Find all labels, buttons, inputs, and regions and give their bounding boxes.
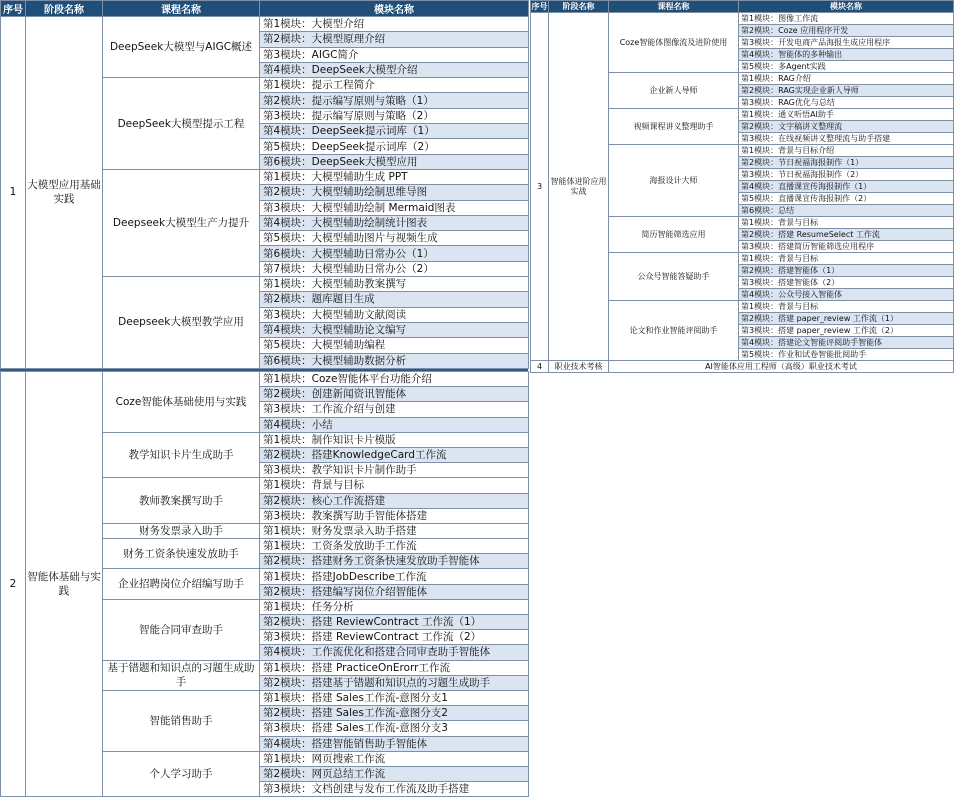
module-name: 第4模块：小结 [260, 417, 529, 432]
module-name: 第4模块：直播课宣传海报制作（1） [739, 181, 954, 193]
stage-seq: 4 [531, 361, 549, 373]
header-module: 模块名称 [739, 1, 954, 13]
course-name: 企业招聘岗位介绍编写助手 [103, 569, 260, 599]
module-name: 第5模块：直播课宣传海报制作（2） [739, 193, 954, 205]
module-name: 第3模块：教案撰写助手智能体搭建 [260, 508, 529, 523]
module-name: 第2模块：大模型原理介绍 [260, 32, 529, 47]
module-name: 第1模块：背景与目标 [260, 478, 529, 493]
course-name: 公众号智能答疑助手 [609, 253, 739, 301]
table-row [1, 17, 529, 32]
course-name: AI智能体应用工程师（高级）职业技术考试 [609, 361, 954, 373]
module-name: 第1模块：Coze智能体平台功能介绍 [260, 372, 529, 387]
course-name: 教学知识卡片生成助手 [103, 432, 260, 478]
module-name: 第2模块：搭建编写岗位介绍智能体 [260, 584, 529, 599]
module-name: 第5模块：大模型辅助图片与视频生成 [260, 231, 529, 246]
course-name: 教师教案撰写助手 [103, 478, 260, 524]
module-name: 第3模块：文档创建与发布工作流及助手搭建 [260, 782, 529, 797]
course-name: Coze智能体基础使用与实践 [103, 372, 260, 433]
header-course: 课程名称 [103, 1, 260, 17]
module-name: 第3模块：提示编写原则与策略（2） [260, 108, 529, 123]
stage-seq: 2 [1, 372, 26, 797]
module-name: 第1模块：RAG介绍 [739, 73, 954, 85]
module-name: 第3模块：RAG优化与总结 [739, 97, 954, 109]
course-name: 论文和作业智能评阅助手 [609, 301, 739, 361]
module-name: 第4模块：大模型辅助绘制统计图表 [260, 215, 529, 230]
module-name: 第1模块：背景与目标 [739, 217, 954, 229]
module-name: 第2模块：核心工作流搭建 [260, 493, 529, 508]
course-name: 个人学习助手 [103, 751, 260, 797]
module-name: 第1模块：制作知识卡片模版 [260, 432, 529, 447]
module-name: 第2模块：搭建智能体（1） [739, 265, 954, 277]
curriculum-table-stage1 [0, 0, 529, 369]
module-name: 第4模块：智能体的多种输出 [739, 49, 954, 61]
module-name: 第3模块：教学知识卡片制作助手 [260, 463, 529, 478]
module-name: 第1模块：搭建 PracticeOnErorr工作流 [260, 660, 529, 675]
module-name: 第1模块：财务发票录入助手搭建 [260, 523, 529, 538]
module-name: 第2模块：搭建基于错题和知识点的习题生成助手 [260, 675, 529, 690]
module-name: 第3模块：大模型辅助绘制 Mermaid图表 [260, 200, 529, 215]
curriculum-table-stage3 [530, 0, 954, 373]
module-name: 第2模块：节日祝福海报制作（1） [739, 157, 954, 169]
stage2-body [1, 372, 529, 797]
module-name: 第7模块：大模型辅助日常办公（2） [260, 261, 529, 276]
module-name: 第3模块：工作流介绍与创建 [260, 402, 529, 417]
header-seq: 序号 [1, 1, 26, 17]
course-name: 智能合同审查助手 [103, 599, 260, 660]
course-name: Deepseek大模型生产力提升 [103, 169, 260, 276]
module-name: 第1模块：提示工程简介 [260, 78, 529, 93]
module-name: 第2模块：搭建 Sales工作流-意图分支2 [260, 706, 529, 721]
course-name: DeepSeek大模型提示工程 [103, 78, 260, 170]
module-name: 第2模块：搭建 ReviewContract 工作流（1） [260, 615, 529, 630]
module-name: 第3模块：搭建 Sales工作流-意图分支3 [260, 721, 529, 736]
stage3-body [531, 13, 954, 373]
table-row [1, 372, 529, 387]
module-name: 第2模块：文字稿讲义整理流 [739, 121, 954, 133]
module-name: 第1模块：大模型介绍 [260, 17, 529, 32]
course-name: 财务工资条快速发放助手 [103, 539, 260, 569]
module-name: 第4模块：搭建智能销售助手智能体 [260, 736, 529, 751]
course-name: 财务发票录入助手 [103, 523, 260, 538]
module-name: 第4模块：搭建论文智能评阅助手智能体 [739, 337, 954, 349]
module-name: 第1模块：通义听悟AI助手 [739, 109, 954, 121]
header-stage: 阶段名称 [549, 1, 609, 13]
module-name: 第1模块：图像工作流 [739, 13, 954, 25]
module-name: 第2模块：题库题目生成 [260, 292, 529, 307]
header-course: 课程名称 [609, 1, 739, 13]
table-row [531, 13, 954, 25]
header-row [531, 1, 954, 13]
module-name: 第3模块：在线视频讲义整理流与助手搭建 [739, 133, 954, 145]
stage-name: 大模型应用基础实践 [26, 17, 103, 369]
module-name: 第4模块：公众号接入智能体 [739, 289, 954, 301]
module-name: 第6模块：总结 [739, 205, 954, 217]
module-name: 第3模块：搭建智能体（2） [739, 277, 954, 289]
course-name: 视频课程讲义整理助手 [609, 109, 739, 145]
header-row [1, 1, 529, 17]
module-name: 第1模块：工资条发放助手工作流 [260, 539, 529, 554]
module-name: 第2模块：搭建 ResumeSelect 工作流 [739, 229, 954, 241]
module-name: 第6模块：大模型辅助日常办公（1） [260, 246, 529, 261]
course-name: Coze智能体图像流及进阶使用 [609, 13, 739, 73]
stage-name: 智能体进阶应用实战 [549, 13, 609, 361]
module-name: 第1模块：网页搜索工作流 [260, 751, 529, 766]
module-name: 第6模块：大模型辅助数据分析 [260, 353, 529, 368]
module-name: 第3模块：搭建 paper_review 工作流（2） [739, 325, 954, 337]
module-name: 第4模块：工作流优化和搭建合同审查助手智能体 [260, 645, 529, 660]
module-name: 第2模块：RAG实现企业新人导师 [739, 85, 954, 97]
module-name: 第3模块：节日祝福海报制作（2） [739, 169, 954, 181]
module-name: 第1模块：背景与目标 [739, 301, 954, 313]
module-name: 第1模块：任务分析 [260, 599, 529, 614]
module-name: 第5模块：大模型辅助编程 [260, 338, 529, 353]
module-name: 第2模块：搭建 paper_review 工作流（1） [739, 313, 954, 325]
course-name: 企业新人导师 [609, 73, 739, 109]
module-name: 第2模块：Coze 应用程序开发 [739, 25, 954, 37]
module-name: 第6模块：DeepSeek大模型应用 [260, 154, 529, 169]
header-seq: 序号 [531, 2, 548, 11]
module-name: 第3模块：开发电商产品海报生成应用程序 [739, 37, 954, 49]
module-name: 第1模块：搭建JobDescribe工作流 [260, 569, 529, 584]
module-name: 第5模块：作业和试卷智能批阅助手 [739, 349, 954, 361]
module-name: 第1模块：大模型辅助生成 PPT [260, 169, 529, 184]
course-name: 基于错题和知识点的习题生成助手 [103, 660, 260, 690]
module-name: 第4模块：DeepSeek提示词库（1） [260, 124, 529, 139]
course-name: Deepseek大模型教学应用 [103, 277, 260, 369]
module-name: 第2模块：提示编写原则与策略（1） [260, 93, 529, 108]
module-name: 第4模块：DeepSeek大模型介绍 [260, 62, 529, 77]
module-name: 第3模块：大模型辅助文献阅读 [260, 307, 529, 322]
module-name: 第2模块：大模型辅助绘制思维导图 [260, 185, 529, 200]
stage-name: 智能体基础与实践 [26, 372, 103, 797]
module-name: 第3模块：搭建简历智能筛选应用程序 [739, 241, 954, 253]
course-name: 智能销售助手 [103, 690, 260, 751]
module-name: 第1模块：搭建 Sales工作流-意图分支1 [260, 690, 529, 705]
module-name: 第1模块：背景与目标 [739, 253, 954, 265]
header-module: 模块名称 [260, 1, 529, 17]
curriculum-table-stage2 [0, 371, 529, 797]
stage1-body [1, 17, 529, 369]
module-name: 第1模块：大模型辅助教案撰写 [260, 277, 529, 292]
stage-name: 职业技术考核 [549, 361, 609, 373]
course-name: DeepSeek大模型与AIGC概述 [103, 17, 260, 78]
module-name: 第3模块：搭建 ReviewContract 工作流（2） [260, 630, 529, 645]
course-name: 海报设计大师 [609, 145, 739, 217]
header-stage: 阶段名称 [26, 1, 103, 17]
module-name: 第1模块：背景与目标介绍 [739, 145, 954, 157]
stage-seq: 1 [1, 17, 26, 369]
course-name: 简历智能筛选应用 [609, 217, 739, 253]
module-name: 第2模块：创建新闻资讯智能体 [260, 387, 529, 402]
table-row [531, 361, 954, 373]
module-name: 第5模块：DeepSeek提示词库（2） [260, 139, 529, 154]
module-name: 第3模块：AIGC简介 [260, 47, 529, 62]
module-name: 第5模块：多Agent实践 [739, 61, 954, 73]
module-name: 第2模块：网页总结工作流 [260, 766, 529, 781]
module-name: 第2模块：搭建财务工资条快速发放助手智能体 [260, 554, 529, 569]
module-name: 第4模块：大模型辅助论文编写 [260, 322, 529, 337]
module-name: 第2模块：搭建KnowledgeCard工作流 [260, 447, 529, 462]
stage-seq: 3 [531, 13, 549, 361]
